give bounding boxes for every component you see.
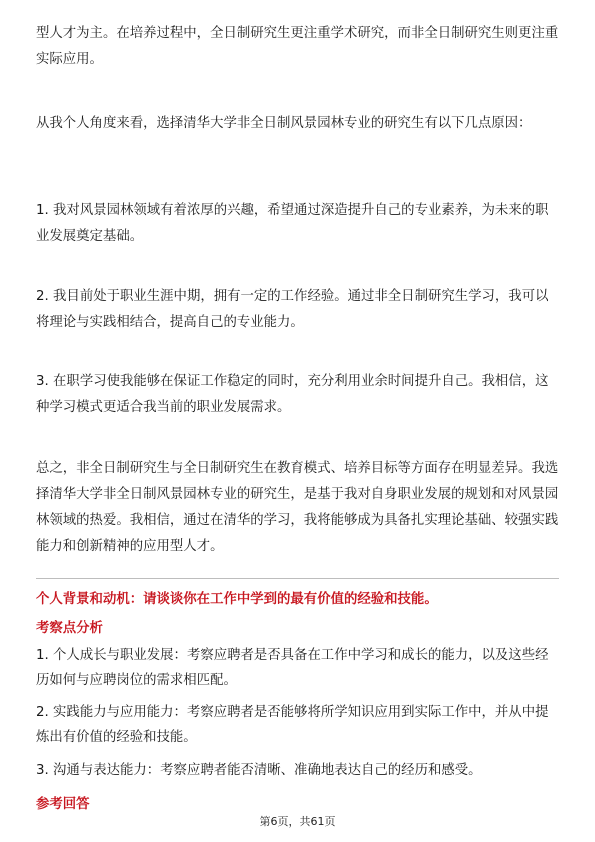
analysis-heading: 考察点分析 xyxy=(36,621,103,636)
section-divider xyxy=(36,578,559,579)
reference-answer-heading: 参考回答 xyxy=(36,797,90,812)
paragraph-personal-perspective: 从我个人角度来看，选择清华大学非全日制风景园林专业的研究生有以下几点原因： xyxy=(36,116,532,131)
paragraph-reason-2: 2. 我目前处于职业生涯中期，拥有一定的工作经验。通过非全日制研究生学习，我可以将理论与实践相结合，提高自己的专业能力。 xyxy=(36,289,549,330)
paragraph-reason-3: 3. 在职学习使我能够在保证工作稳定的同时，充分利用业余时间提升自己。我相信，这种学习模式更适合我当前的职业发展需求。 xyxy=(36,374,549,415)
analysis-item-2: 2. 实践能力与应用能力：考察应聘者是否能够将所学知识应用到实际工作中，并从中提炼出有价值的经验和技能。 xyxy=(36,705,549,745)
analysis-item-3: 3. 沟通与表达能力：考察应聘者能否清晰、准确地表达自己的经历和感受。 xyxy=(36,763,482,778)
paragraph-intro-continuation: 型人才为主。在培养过程中，全日制研究生更注重学术研究，而非全日制研究生则更注重实际应用。 xyxy=(36,26,559,67)
question-title: 个人背景和动机：请谈谈你在工作中学到的最有价值的经验和技能。 xyxy=(36,592,438,607)
paragraph-reason-1: 1. 我对风景园林领域有着浓厚的兴趣，希望通过深造提升自己的专业素养，为未来的职业发展奠定基础。 xyxy=(36,203,549,244)
page-number-footer: 第6页，共61页 xyxy=(259,815,336,828)
paragraph-conclusion: 总之，非全日制研究生与全日制研究生在教育模式、培养目标等方面存在明显差异。我选择清华大学非全日制风景园林专业的研究生，是基于我对自身职业发展的规划和对风景园林领域的热爱。我相信，通过在清华的学习，我将能够成为具备扎实理论基础、较强实践能力和创新精神的应用型人才。 xyxy=(36,461,559,554)
analysis-item-1: 1. 个人成长与职业发展：考察应聘者是否具备在工作中学习和成长的能力，以及这些经历如何与应聘岗位的需求相匹配。 xyxy=(36,648,549,688)
